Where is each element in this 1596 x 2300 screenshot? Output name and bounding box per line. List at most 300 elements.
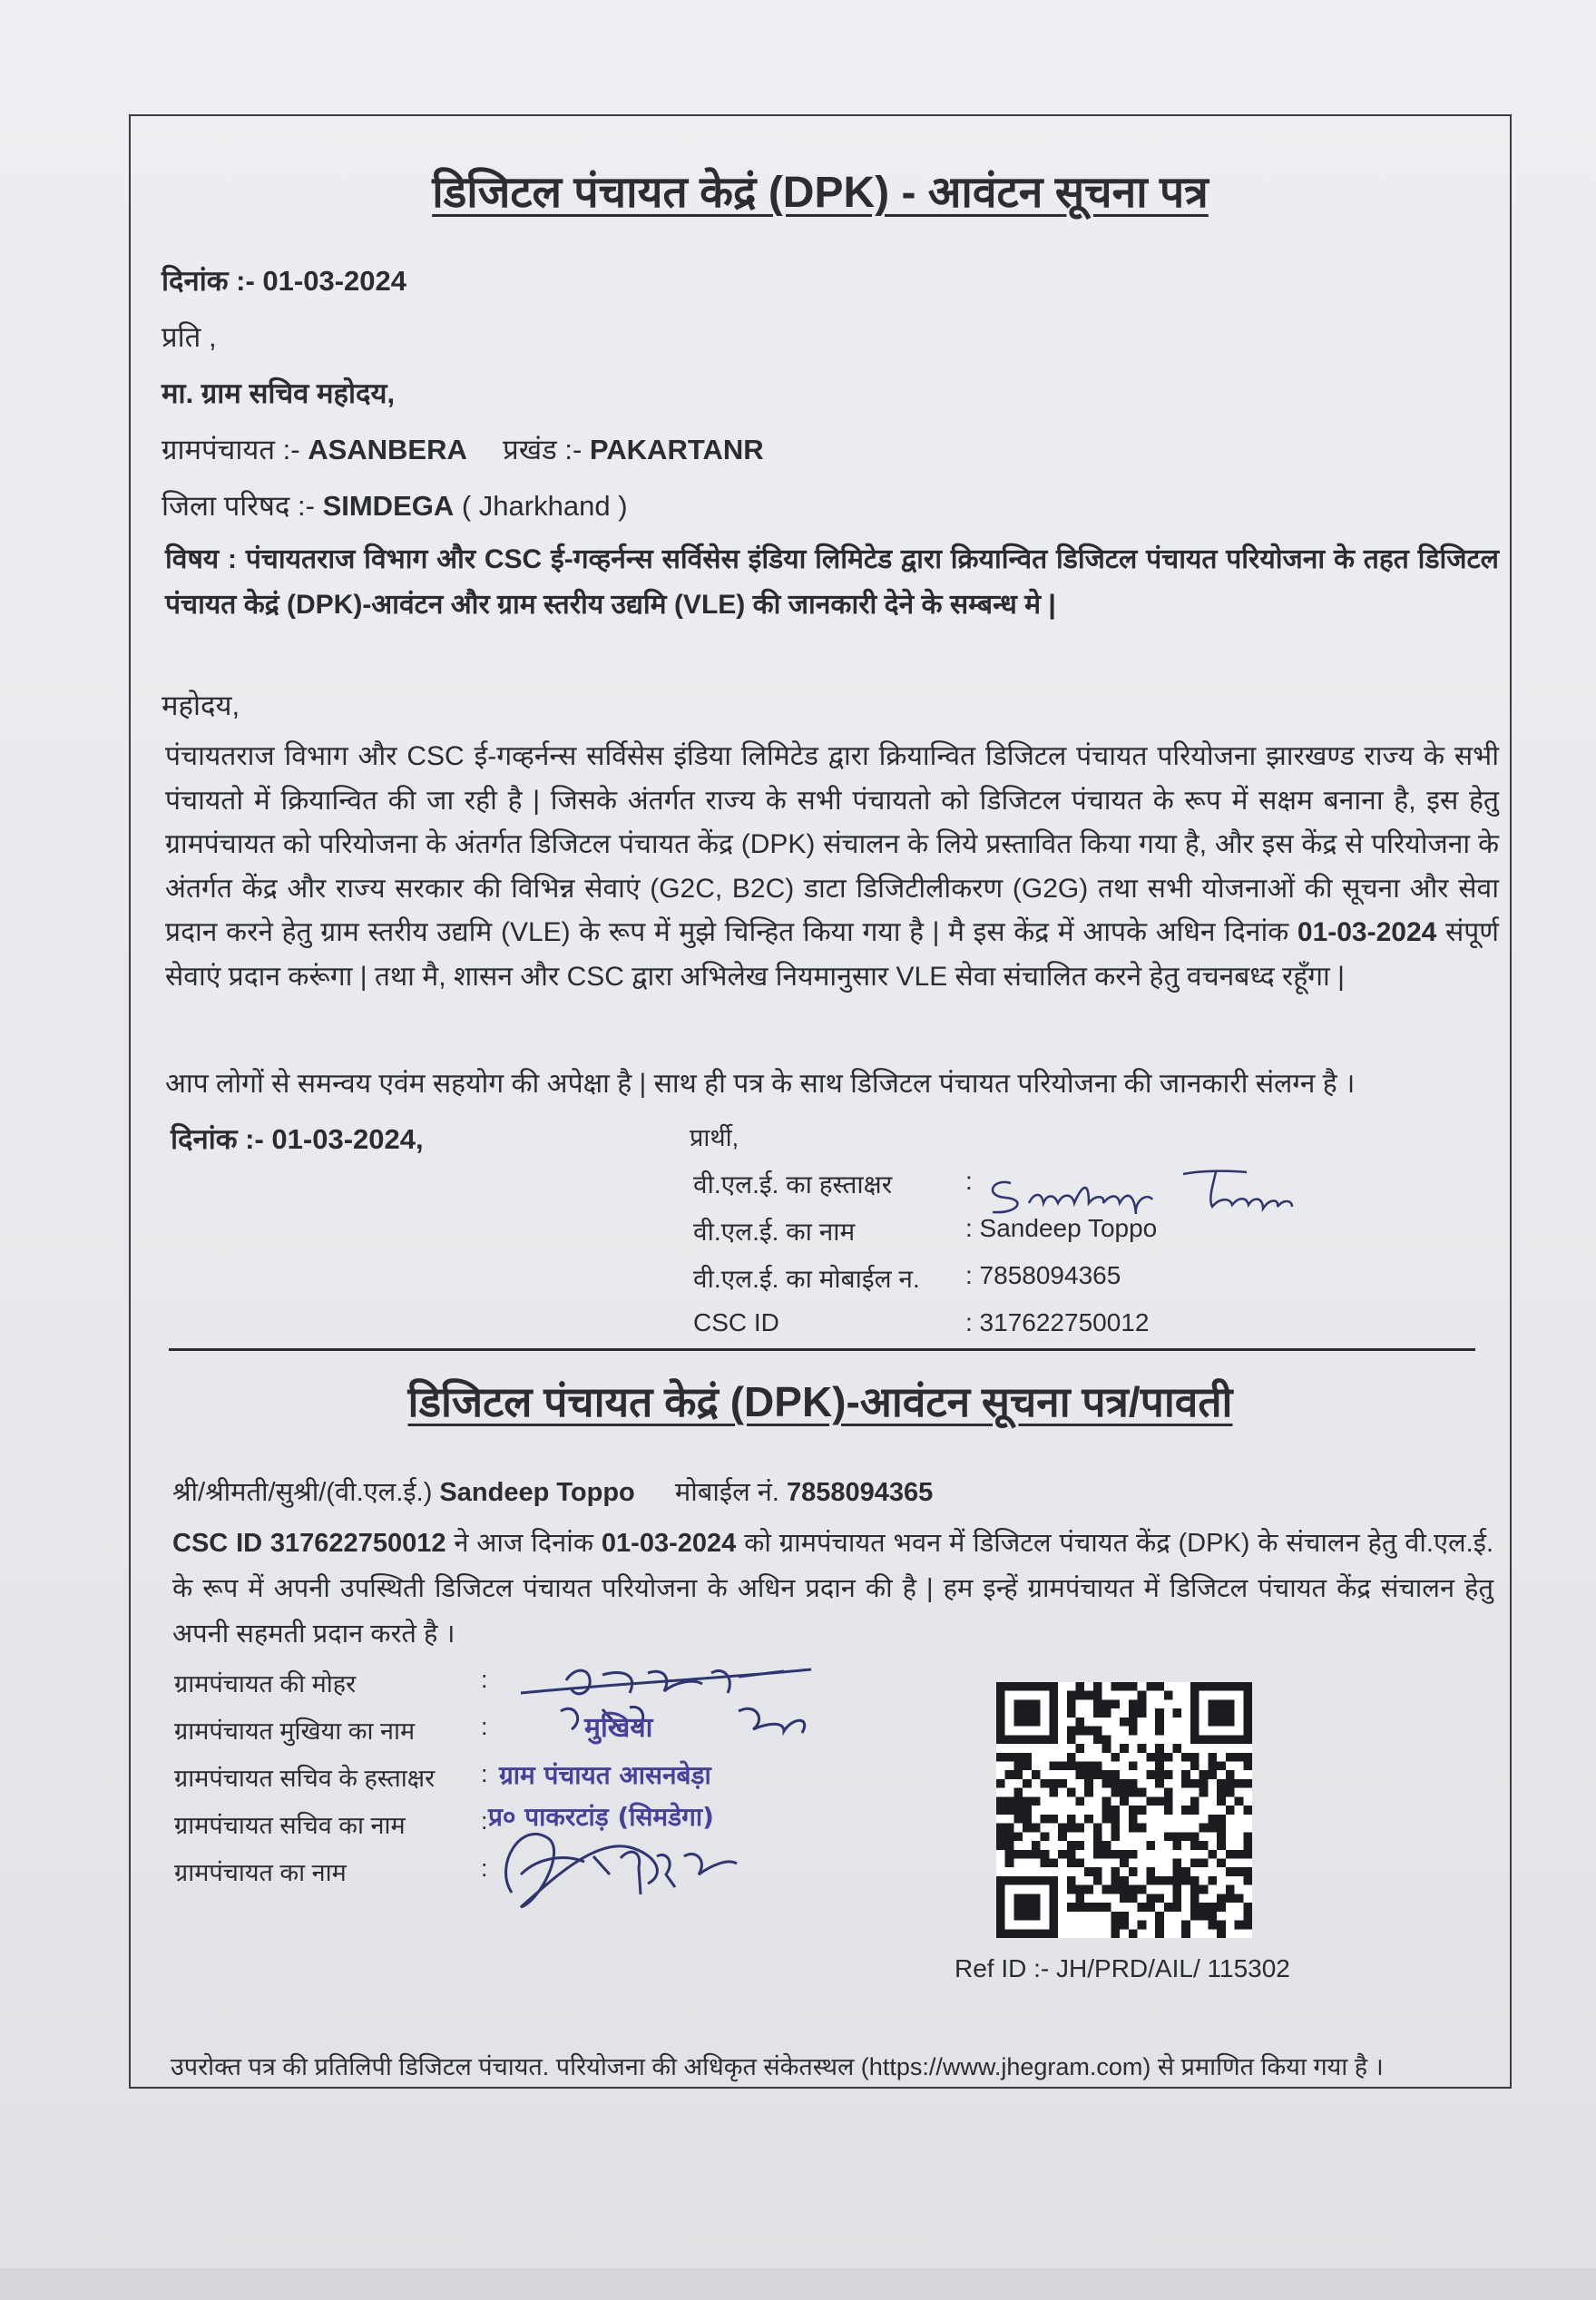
qr-module <box>1111 1921 1120 1930</box>
qr-module <box>1023 1876 1032 1885</box>
qr-module <box>1146 1894 1155 1903</box>
qr-module <box>1013 1815 1023 1824</box>
field-secretary-name: ग्रामपंचायत सचिव का नाम <box>174 1812 406 1839</box>
colon: : <box>481 1760 488 1787</box>
colon: : <box>481 1713 488 1740</box>
qr-module <box>1084 1727 1093 1736</box>
qr-module <box>1041 1815 1050 1824</box>
qr-module <box>1146 1770 1155 1779</box>
qr-module <box>1041 1876 1050 1885</box>
qr-module <box>1243 1699 1252 1708</box>
qr-module <box>1120 1718 1129 1727</box>
qr-module <box>996 1903 1005 1912</box>
qr-module <box>1093 1708 1102 1718</box>
qr-module <box>1243 1727 1252 1736</box>
qr-module <box>1155 1796 1164 1806</box>
qr-module <box>1067 1858 1076 1867</box>
qr-module <box>996 1699 1005 1708</box>
qr-module <box>1155 1708 1164 1718</box>
qr-module <box>1013 1806 1023 1815</box>
qr-module <box>1208 1903 1217 1912</box>
qr-module <box>1013 1903 1023 1912</box>
vle-sign-colon: : <box>965 1167 973 1195</box>
qr-module <box>1111 1876 1120 1885</box>
qr-module <box>1023 1735 1032 1744</box>
qr-module <box>1013 1796 1023 1806</box>
qr-module <box>1084 1770 1093 1779</box>
qr-module <box>1199 1735 1209 1744</box>
qr-module <box>1093 1762 1102 1771</box>
qr-module <box>1005 1735 1014 1744</box>
qr-module <box>1208 1876 1217 1885</box>
qr-module <box>1120 1796 1129 1806</box>
qr-module <box>1041 1779 1050 1788</box>
vle-mobile-label: वी.एल.ई. का मोबाईल न. <box>693 1265 920 1293</box>
qr-module <box>1023 1806 1032 1815</box>
qr-module <box>1129 1699 1138 1708</box>
qr-module <box>1172 1867 1181 1876</box>
qr-module <box>1199 1824 1209 1833</box>
qr-module <box>1190 1762 1199 1771</box>
qr-module <box>1138 1708 1147 1718</box>
qr-module <box>1146 1753 1155 1762</box>
qr-module <box>1243 1850 1252 1859</box>
qr-module <box>1226 1894 1235 1903</box>
qr-module <box>1049 1858 1058 1867</box>
qr-module <box>1067 1815 1076 1824</box>
qr-module <box>1190 1753 1199 1762</box>
qr-module <box>1093 1824 1102 1833</box>
qr-module <box>1041 1858 1050 1867</box>
qr-module <box>1208 1912 1217 1921</box>
qr-module <box>1138 1788 1147 1797</box>
qr-module <box>1243 1921 1252 1930</box>
qr-module <box>1120 1788 1129 1797</box>
qr-module <box>1093 1727 1102 1736</box>
qr-module <box>1217 1815 1226 1824</box>
date-value: 01-03-2024 <box>262 265 406 297</box>
qr-module <box>1005 1770 1014 1779</box>
date-label: दिनांक :- <box>162 265 255 297</box>
qr-module <box>1093 1841 1102 1850</box>
person-name: Sandeep Toppo <box>439 1478 635 1507</box>
qr-module <box>1067 1727 1076 1736</box>
qr-module <box>1049 1929 1058 1938</box>
qr-module <box>1243 1806 1252 1815</box>
qr-module <box>1013 1850 1023 1859</box>
qr-module <box>1199 1903 1209 1912</box>
qr-module <box>1013 1832 1023 1841</box>
qr-module <box>1032 1824 1041 1833</box>
qr-module <box>1058 1762 1067 1771</box>
body-text-1: पंचायतराज विभाग और CSC ई-गव्हर्नन्स सर्विसेस इंडिया लिमिटेड द्वारा क्रियान्वित डिजिटल पंचायत परियोजना झारखण्ड राज्य के सभी पंचायतो में क्रियान्वित की जा रही है | जिसके अंतर्गत राज्य के सभी पंचायतो को डिजिटल पंचायत के रूप में सक्षम बनाना है, इस हेतु ग्रामपंचायत को परियोजना के अंतर्गत डिजिटल पंचायत केंद्र (DPK) संचालन के लिये प्रस्तावित किया गया है, और इस केंद्र से परियोजना के अंतर्गत केंद्र और राज्य सरकार की विभिन्न सेवाएं (G2C, B2C) डाटा डिजिटीलीकरण (G2G) तथा सभी योजनाओं की सूचना और सेवा प्रदान करने हेतु ग्राम स्तरीय उद्यमि (VLE) के रूप में मुझे चिन्हित किया गया है | मै इस केंद्र में आपके अधिन दिनांक <box>165 741 1499 947</box>
qr-module <box>1181 1779 1190 1788</box>
qr-module <box>1013 1699 1023 1708</box>
qr-module <box>1049 1815 1058 1824</box>
qr-module <box>1164 1691 1173 1700</box>
qr-module <box>1049 1762 1058 1771</box>
qr-module <box>1067 1841 1076 1850</box>
qr-module <box>1190 1682 1199 1691</box>
qr-module <box>996 1929 1005 1938</box>
qr-module <box>1129 1779 1138 1788</box>
qr-module <box>1129 1894 1138 1903</box>
qr-module <box>1013 1735 1023 1744</box>
qr-module <box>996 1894 1005 1903</box>
qr-module <box>1217 1735 1226 1744</box>
qr-module <box>1190 1806 1199 1815</box>
qr-module <box>1102 1770 1111 1779</box>
qr-module <box>1049 1779 1058 1788</box>
qr-module <box>1049 1708 1058 1718</box>
qr-module <box>1190 1796 1199 1806</box>
gp-value: ASANBERA <box>308 434 467 465</box>
qr-module <box>996 1832 1005 1841</box>
qr-module <box>1102 1850 1111 1859</box>
qr-module <box>1093 1691 1102 1700</box>
field-gp-seal: ग्रामपंचायत की मोहर <box>174 1670 357 1698</box>
qr-module <box>1111 1788 1120 1797</box>
qr-module <box>1013 1708 1023 1718</box>
qr-module <box>1111 1912 1120 1921</box>
qr-module <box>996 1876 1005 1885</box>
qr-module <box>1199 1912 1209 1921</box>
qr-module <box>1013 1788 1023 1797</box>
qr-module <box>1067 1735 1076 1744</box>
qr-module <box>1067 1876 1076 1885</box>
receipt-body <box>172 1521 1493 1657</box>
qr-module <box>1190 1912 1199 1921</box>
qr-module <box>1076 1824 1085 1833</box>
qr-module <box>996 1735 1005 1744</box>
qr-module <box>1049 1699 1058 1708</box>
qr-module <box>1181 1929 1190 1938</box>
block-label: प्रखंड :- <box>503 434 583 465</box>
qr-module <box>1208 1762 1217 1771</box>
qr-module <box>1235 1867 1244 1876</box>
qr-module <box>1243 1876 1252 1885</box>
qr-module <box>1032 1718 1041 1727</box>
qr-module <box>1102 1735 1111 1744</box>
qr-module <box>1005 1876 1014 1885</box>
qr-module <box>1181 1832 1190 1841</box>
qr-module <box>1243 1735 1252 1744</box>
qr-module <box>1226 1885 1235 1894</box>
qr-module <box>1032 1929 1041 1938</box>
qr-module <box>1226 1779 1235 1788</box>
receipt-person-line <box>172 1473 933 1509</box>
qr-module <box>1093 1682 1102 1691</box>
qr-module <box>1155 1912 1164 1921</box>
person-prefix: श्री/श्रीमती/सुश्री/(वी.एल.ई.) <box>172 1478 433 1507</box>
salutation: महोदय, <box>162 690 240 721</box>
qr-module <box>1208 1815 1217 1824</box>
qr-module <box>1129 1929 1138 1938</box>
qr-module <box>1217 1832 1226 1841</box>
qr-module <box>1041 1735 1050 1744</box>
qr-module <box>1217 1894 1226 1903</box>
qr-module <box>1111 1929 1120 1938</box>
qr-module <box>1049 1912 1058 1921</box>
qr-module <box>1226 1867 1235 1876</box>
qr-module <box>1172 1708 1181 1718</box>
qr-module <box>1023 1699 1032 1708</box>
qr-module <box>1243 1832 1252 1841</box>
qr-module <box>1049 1682 1058 1691</box>
qr-module <box>1120 1921 1129 1930</box>
qr-module <box>1190 1841 1199 1850</box>
qr-module <box>1076 1858 1085 1867</box>
qr-module <box>1129 1824 1138 1833</box>
qr-module <box>996 1753 1005 1762</box>
district-value: SIMDEGA <box>322 490 455 522</box>
qr-module <box>996 1682 1005 1691</box>
qr-module <box>1226 1699 1235 1708</box>
qr-module <box>1005 1850 1014 1859</box>
qr-module <box>1190 1735 1199 1744</box>
qr-module <box>1005 1841 1014 1850</box>
qr-module <box>1067 1903 1076 1912</box>
qr-module <box>1217 1708 1226 1718</box>
qr-module <box>1190 1832 1199 1841</box>
qr-module <box>1058 1850 1067 1859</box>
qr-module <box>1172 1858 1181 1867</box>
qr-module <box>1023 1762 1032 1771</box>
qr-module <box>1102 1903 1111 1912</box>
qr-module <box>1129 1885 1138 1894</box>
qr-module <box>1155 1682 1164 1691</box>
district-label: जिला परिषद :- <box>162 490 315 522</box>
qr-module <box>1032 1903 1041 1912</box>
qr-module <box>1243 1682 1252 1691</box>
qr-module <box>1208 1921 1217 1930</box>
qr-module <box>1084 1867 1093 1876</box>
qr-module <box>1190 1903 1199 1912</box>
qr-module <box>1067 1699 1076 1708</box>
qr-module <box>1076 1841 1085 1850</box>
qr-module <box>1181 1770 1190 1779</box>
qr-module <box>1226 1753 1235 1762</box>
section-divider <box>169 1348 1475 1351</box>
qr-module <box>1102 1885 1111 1894</box>
qr-module <box>1120 1912 1129 1921</box>
qr-module <box>1049 1727 1058 1736</box>
qr-module <box>1093 1867 1102 1876</box>
qr-module <box>1102 1796 1111 1806</box>
district-line <box>162 486 628 524</box>
qr-module <box>1041 1832 1050 1841</box>
qr-module <box>1129 1727 1138 1736</box>
qr-module <box>1067 1788 1076 1797</box>
qr-module <box>1172 1894 1181 1903</box>
qr-module <box>1138 1921 1147 1930</box>
qr-module <box>1058 1824 1067 1833</box>
qr-module <box>1120 1876 1129 1885</box>
qr-module <box>1164 1788 1173 1797</box>
qr-module <box>1155 1929 1164 1938</box>
qr-module <box>1146 1867 1155 1876</box>
qr-module <box>1023 1815 1032 1824</box>
qr-module <box>1032 1735 1041 1744</box>
qr-module <box>1111 1682 1120 1691</box>
qr-module <box>1058 1832 1067 1841</box>
qr-module <box>1217 1921 1226 1930</box>
qr-module <box>1032 1850 1041 1859</box>
qr-module <box>1076 1691 1085 1700</box>
qr-module <box>1155 1921 1164 1930</box>
qr-module <box>996 1912 1005 1921</box>
qr-module <box>1120 1850 1129 1859</box>
qr-module <box>1146 1876 1155 1885</box>
qr-module <box>1217 1762 1226 1771</box>
qr-module <box>1111 1850 1120 1859</box>
qr-module <box>1226 1682 1235 1691</box>
qr-module <box>1155 1744 1164 1753</box>
qr-module <box>1013 1682 1023 1691</box>
qr-module <box>1217 1788 1226 1797</box>
qr-module <box>996 1691 1005 1700</box>
qr-module <box>1120 1858 1129 1867</box>
qr-module <box>996 1806 1005 1815</box>
body-text-2: संपूर्ण सेवाएं प्रदान करूंगा | तथा मै, शासन और CSC द्वारा अभिलेख नियमानुसार VLE सेवा संचालित करने हेतु वचनबध्द रहूँगा | <box>165 917 1499 992</box>
qr-module <box>1049 1903 1058 1912</box>
qr-module <box>1111 1770 1120 1779</box>
qr-module <box>1181 1921 1190 1930</box>
qr-module <box>996 1718 1005 1727</box>
qr-module <box>1164 1796 1173 1806</box>
qr-module <box>1023 1929 1032 1938</box>
colon: : <box>481 1666 488 1693</box>
qr-module <box>1041 1682 1050 1691</box>
letter-body <box>165 735 1499 999</box>
qr-module <box>1032 1912 1041 1921</box>
qr-module <box>1164 1770 1173 1779</box>
qr-module <box>1181 1753 1190 1762</box>
csc-id-value: : 317622750012 <box>965 1308 1150 1336</box>
qr-module <box>996 1708 1005 1718</box>
qr-module <box>1049 1894 1058 1903</box>
qr-module <box>1102 1699 1111 1708</box>
qr-module <box>1102 1779 1111 1788</box>
colon: : <box>481 1807 488 1835</box>
qr-module <box>1093 1850 1102 1859</box>
qr-module <box>996 1885 1005 1894</box>
qr-module <box>1005 1832 1014 1841</box>
qr-module <box>1093 1735 1102 1744</box>
qr-module <box>1243 1753 1252 1762</box>
qr-module <box>1172 1903 1181 1912</box>
qr-module <box>1076 1762 1085 1771</box>
qr-module <box>1067 1885 1076 1894</box>
qr-module <box>1217 1903 1226 1912</box>
qr-module <box>1208 1850 1217 1859</box>
qr-module <box>1023 1903 1032 1912</box>
stamp-line-gp: ग्राम पंचायत आसनबेड़ा <box>499 1760 711 1790</box>
qr-module <box>1235 1921 1244 1930</box>
qr-module <box>1181 1867 1190 1876</box>
qr-module <box>1243 1779 1252 1788</box>
closing-text: आप लोगों से समन्वय एवंम सहयोग की अपेक्षा है | साथ ही पत्र के साथ डिजिटल पंचायत परियोजना की जानकारी संलग्न है । <box>165 1069 1356 1099</box>
qr-module <box>1243 1912 1252 1921</box>
qr-module <box>1155 1727 1164 1736</box>
qr-module <box>1208 1718 1217 1727</box>
qr-module <box>1032 1682 1041 1691</box>
qr-module <box>1005 1806 1014 1815</box>
qr-module <box>1013 1876 1023 1885</box>
qr-module <box>1217 1779 1226 1788</box>
qr-module <box>1023 1796 1032 1806</box>
qr-module <box>1226 1806 1235 1815</box>
qr-module <box>1049 1691 1058 1700</box>
qr-module <box>1138 1744 1147 1753</box>
gp-label: ग्रामपंचायत :- <box>162 434 300 465</box>
qr-module <box>1208 1753 1217 1762</box>
qr-module <box>1217 1858 1226 1867</box>
qr-module <box>1093 1770 1102 1779</box>
qr-module <box>996 1824 1005 1833</box>
qr-module <box>1226 1735 1235 1744</box>
mobile-value: 7858094365 <box>787 1478 934 1507</box>
qr-module <box>996 1796 1005 1806</box>
qr-module <box>1067 1708 1076 1718</box>
qr-module <box>1138 1885 1147 1894</box>
qr-module <box>1243 1762 1252 1771</box>
qr-module <box>1217 1841 1226 1850</box>
qr-module <box>1076 1770 1085 1779</box>
qr-module <box>1217 1682 1226 1691</box>
qr-module <box>1093 1903 1102 1912</box>
qr-module <box>1243 1903 1252 1912</box>
csc-id-label: CSC ID <box>693 1308 779 1336</box>
qr-module <box>1005 1753 1014 1762</box>
receipt-title: डिजिटल पंचायत केद्रं (DPK)-आवंटन सूचना पत्र/पावती <box>407 1378 1233 1425</box>
footer-note: उपरोक्त पत्र की प्रतिलिपी डिजिटल पंचायत. परियोजना की अधिकृत संकेतस्थल (https://www.jhegram.com) से प्रमाणित किया गया है । <box>171 2053 1384 2080</box>
qr-module <box>1032 1708 1041 1718</box>
qr-module <box>1208 1708 1217 1718</box>
qr-module <box>1129 1682 1138 1691</box>
qr-module <box>1138 1691 1147 1700</box>
qr-module <box>1155 1753 1164 1762</box>
qr-module <box>1084 1903 1093 1912</box>
qr-module <box>1172 1744 1181 1753</box>
qr-module <box>1164 1832 1173 1841</box>
to-label: प्रति , <box>162 321 217 353</box>
qr-module <box>1146 1796 1155 1806</box>
qr-module <box>1146 1903 1155 1912</box>
qr-module <box>1102 1806 1111 1815</box>
qr-module <box>1199 1682 1209 1691</box>
qr-module <box>1208 1699 1217 1708</box>
qr-module <box>1155 1894 1164 1903</box>
qr-module <box>1005 1858 1014 1867</box>
qr-module <box>1049 1876 1058 1885</box>
qr-module <box>1172 1841 1181 1850</box>
qr-module <box>1067 1824 1076 1833</box>
qr-module <box>1235 1735 1244 1744</box>
qr-module <box>1243 1841 1252 1850</box>
qr-module <box>1155 1718 1164 1727</box>
official-stamp-and-signature <box>485 1657 993 1956</box>
qr-module <box>1084 1691 1093 1700</box>
qr-module <box>1226 1718 1235 1727</box>
qr-module <box>996 1921 1005 1930</box>
qr-module <box>1005 1682 1014 1691</box>
qr-module <box>1084 1788 1093 1797</box>
qr-module <box>1013 1762 1023 1771</box>
qr-module <box>1076 1796 1085 1806</box>
qr-module <box>1023 1779 1032 1788</box>
vle-name-value: : Sandeep Toppo <box>965 1214 1158 1242</box>
